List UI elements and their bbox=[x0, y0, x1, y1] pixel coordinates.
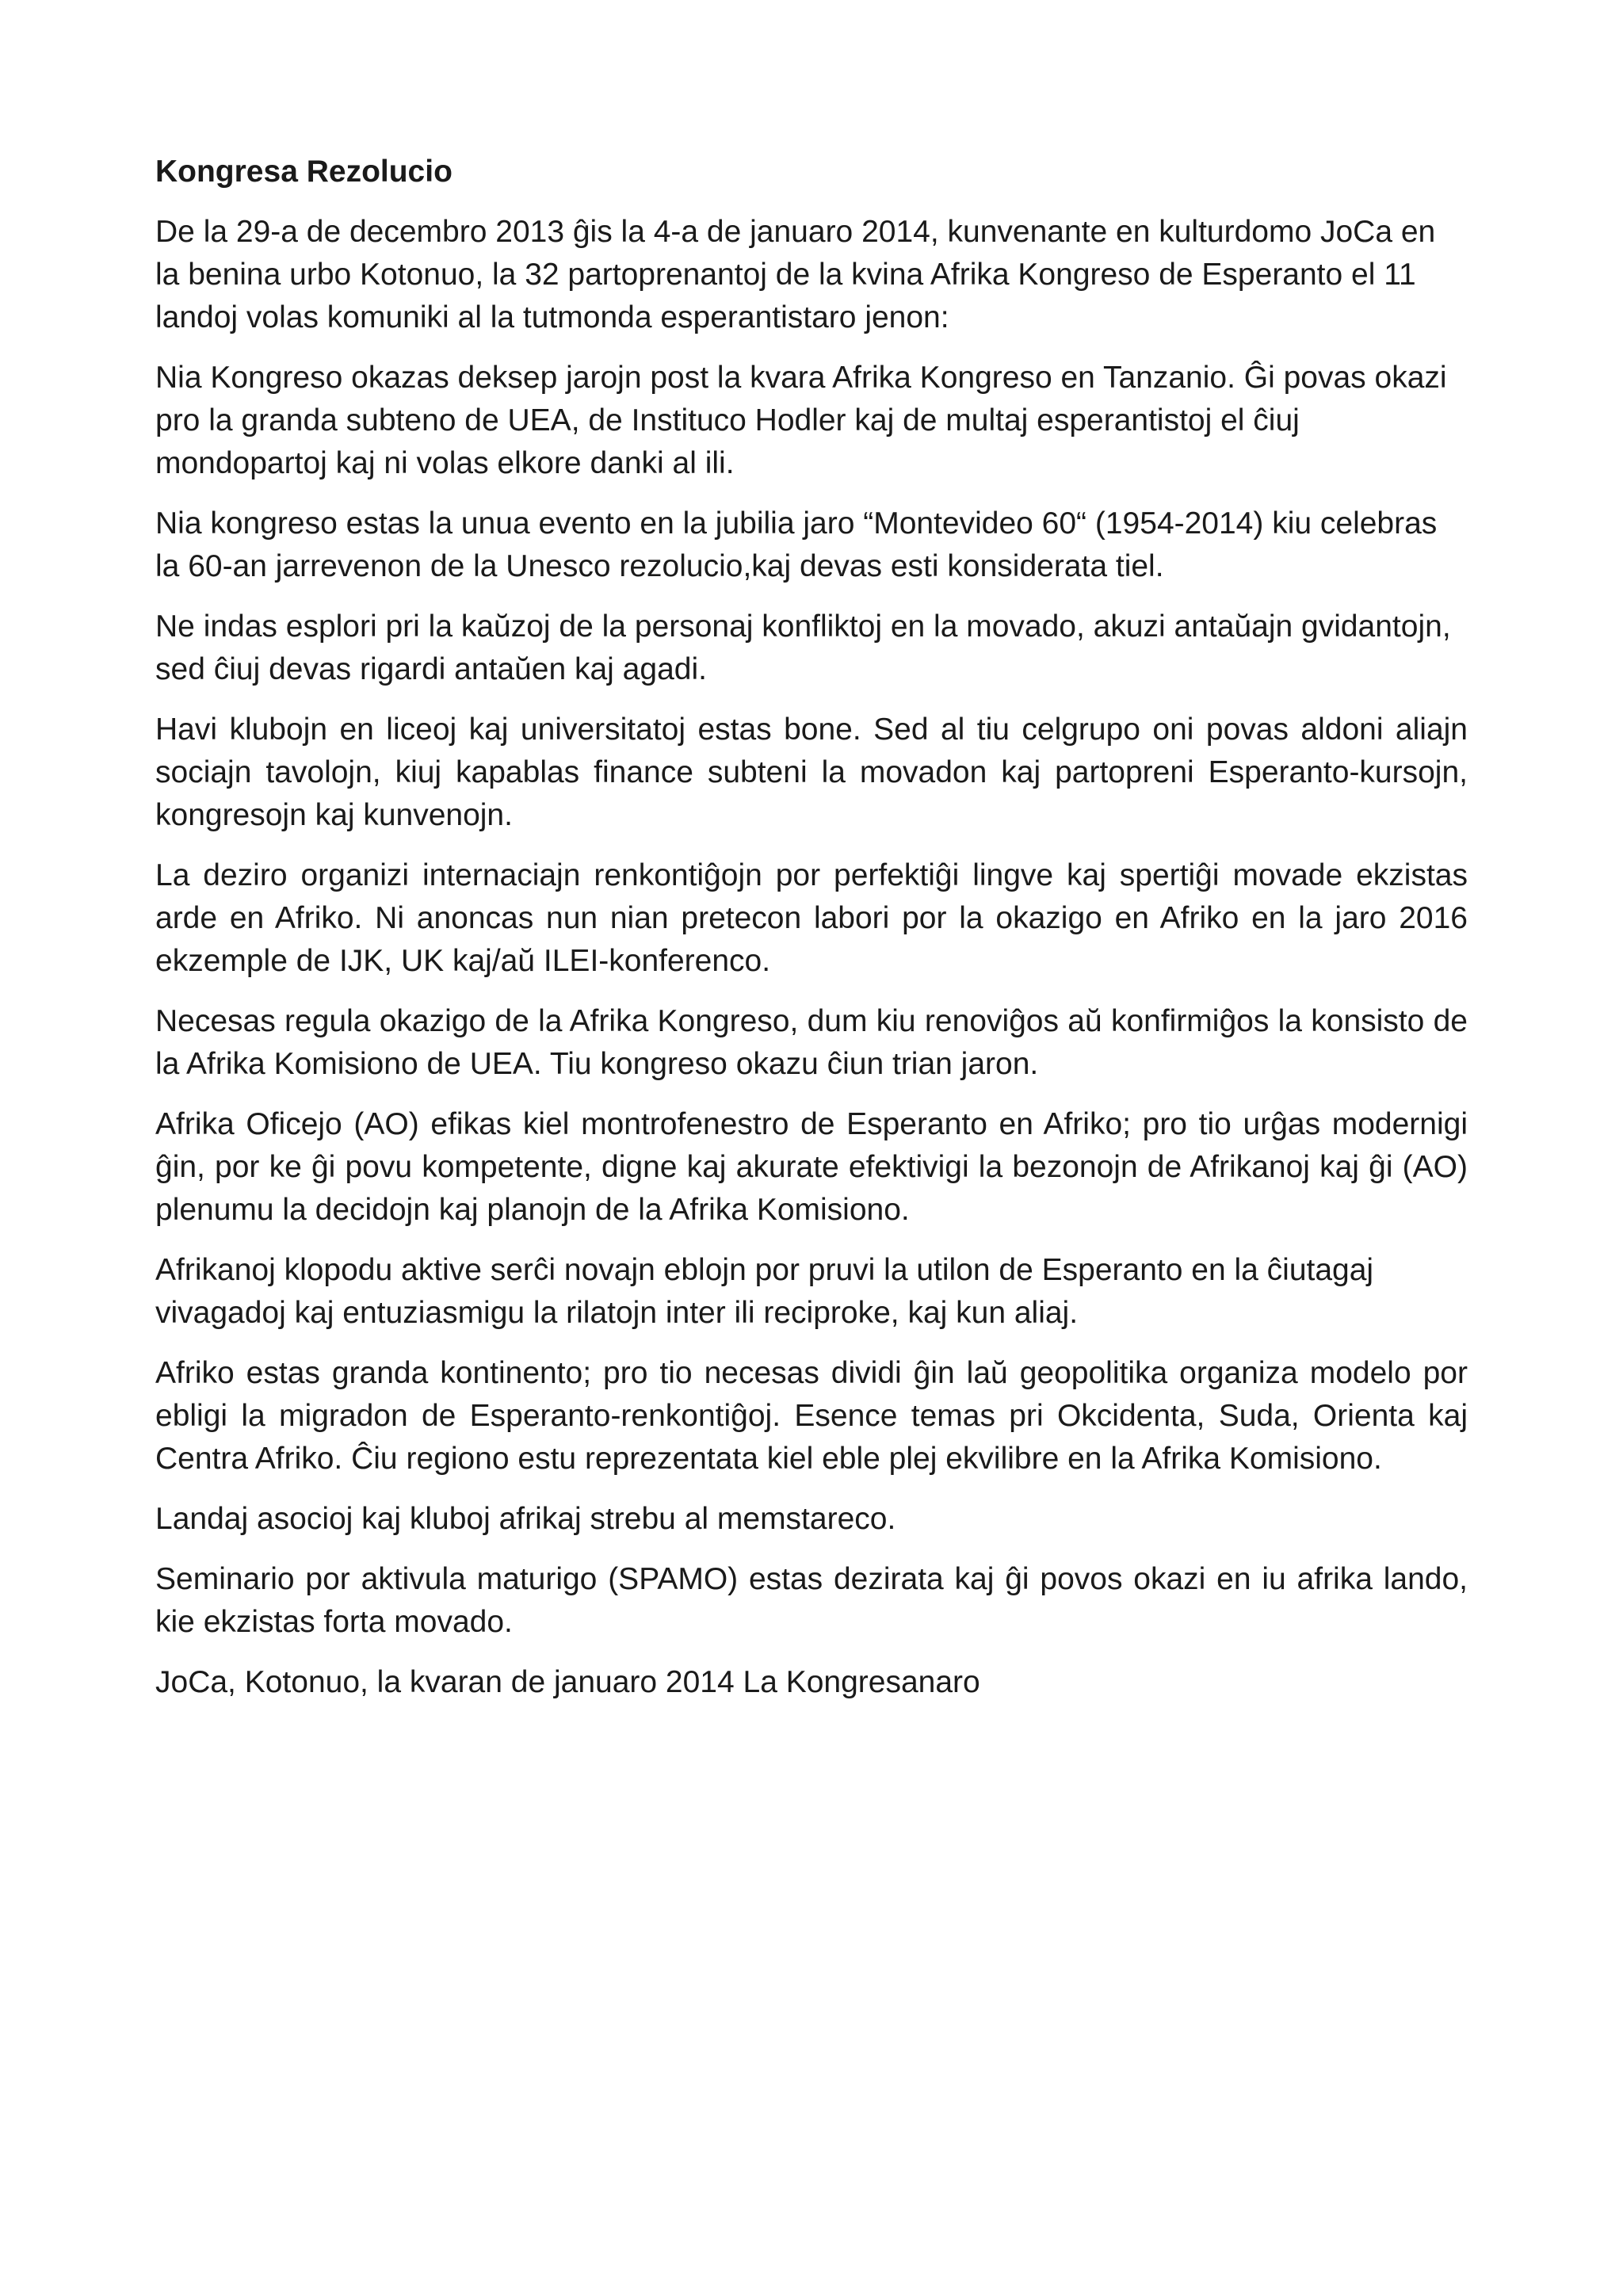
paragraph-meetings: La deziro organizi internaciajn renkontiĝojn por perfektiĝi lingve kaj spertiĝi movade ekzistas arde en Afriko. Ni anoncas nun nian pretecon labori por la okazigo en Afriko en la jaro 2016 ekzemple de IJK, UK kaj/aŭ ILEI-konferenco. bbox=[155, 858, 1468, 978]
paragraph-intro: De la 29-a de decembro 2013 ĝis la 4-a de januaro 2014, kunvenante en kulturdomo JoCa en la benina urbo Kotonuo, la 32 partoprenantoj de la kvina Afrika Kongreso de Esperanto el 11 landoj volas komuniki al la tutmonda esperantistaro jenon: bbox=[155, 215, 1436, 334]
paragraph-jubilee: Nia kongreso estas la unua evento en la jubilia jaro “Montevideo 60“ (1954-2014) kiu celebras la 60-an jarrevenon de la Unesco rezolucio,kaj devas esti konsiderata tiel. bbox=[155, 506, 1438, 583]
paragraph-africa-office: Afrika Oficejo (AO) efikas kiel montrofenestro de Esperanto en Afriko; pro tio urĝas modernigi ĝin, por ke ĝi povu kompetente, digne kaj akurate efektivigi la bezonojn de Afrikanoj kaj ĝi (AO) plenumu la decidojn kaj planojn de la Afrika Komisiono. bbox=[155, 1107, 1468, 1227]
document-page bbox=[155, 151, 1468, 1704]
paragraph-associations: Landaj asocioj kaj kluboj afrikaj strebu al memstareco. bbox=[155, 1502, 896, 1536]
paragraph-congress-regularity: Necesas regula okazigo de la Afrika Kongreso, dum kiu renoviĝos aŭ konfirmiĝos la konsisto de la Afrika Komisiono de UEA. Tiu kongreso okazu ĉiun trian jaron. bbox=[155, 1004, 1468, 1081]
document-title: Kongresa Rezolucio bbox=[155, 155, 453, 189]
paragraph-thanks: Nia Kongreso okazas deksep jarojn post la kvara Afrika Kongreso en Tanzanio. Ĝi povas okazi pro la granda subteno de UEA, de Instituco Hodler kaj de multaj esperantistoj el ĉiuj mondopartoj kaj ni volas elkore danki al ili. bbox=[155, 361, 1447, 480]
paragraph-clubs: Havi klubojn en liceoj kaj universitatoj estas bone. Sed al tiu celgrupo oni povas aldoni aliajn sociajn tavolojn, kiuj kapablas finance subteni la movadon kaj partopreni Esperanto-kursojn, kongresojn kaj kunvenojn. bbox=[155, 712, 1468, 832]
paragraph-seminar: Seminario por aktivula maturigo (SPAMO) estas dezirata kaj ĝi povos okazi en iu afrika lando, kie ekzistas forta movado. bbox=[155, 1562, 1468, 1639]
signature-line: JoCa, Kotonuo, la kvaran de januaro 2014 La Kongresanaro bbox=[155, 1665, 980, 1699]
paragraph-regions: Afriko estas granda kontinento; pro tio necesas dividi ĝin laŭ geopolitika organiza modelo por ebligi la migradon de Esperanto-renkontiĝoj. Esence temas pri Okcidenta, Suda, Orienta kaj Centra Afriko. Ĉiu regiono estu reprezentata kiel eble plej ekvilibre en la Afrika Komisiono. bbox=[155, 1356, 1468, 1476]
paragraph-africans: Afrikanoj klopodu aktive serĉi novajn eblojn por pruvi la utilon de Esperanto en la ĉiutagaj vivagadoj kaj entuziasmigu la rilatojn inter ili reciproke, kaj kun aliaj. bbox=[155, 1253, 1374, 1330]
paragraph-conflicts: Ne indas esplori pri la kaŭzoj de la personaj konfliktoj en la movado, akuzi antaŭajn gvidantojn, sed ĉiuj devas rigardi antaŭen kaj agadi. bbox=[155, 609, 1451, 686]
